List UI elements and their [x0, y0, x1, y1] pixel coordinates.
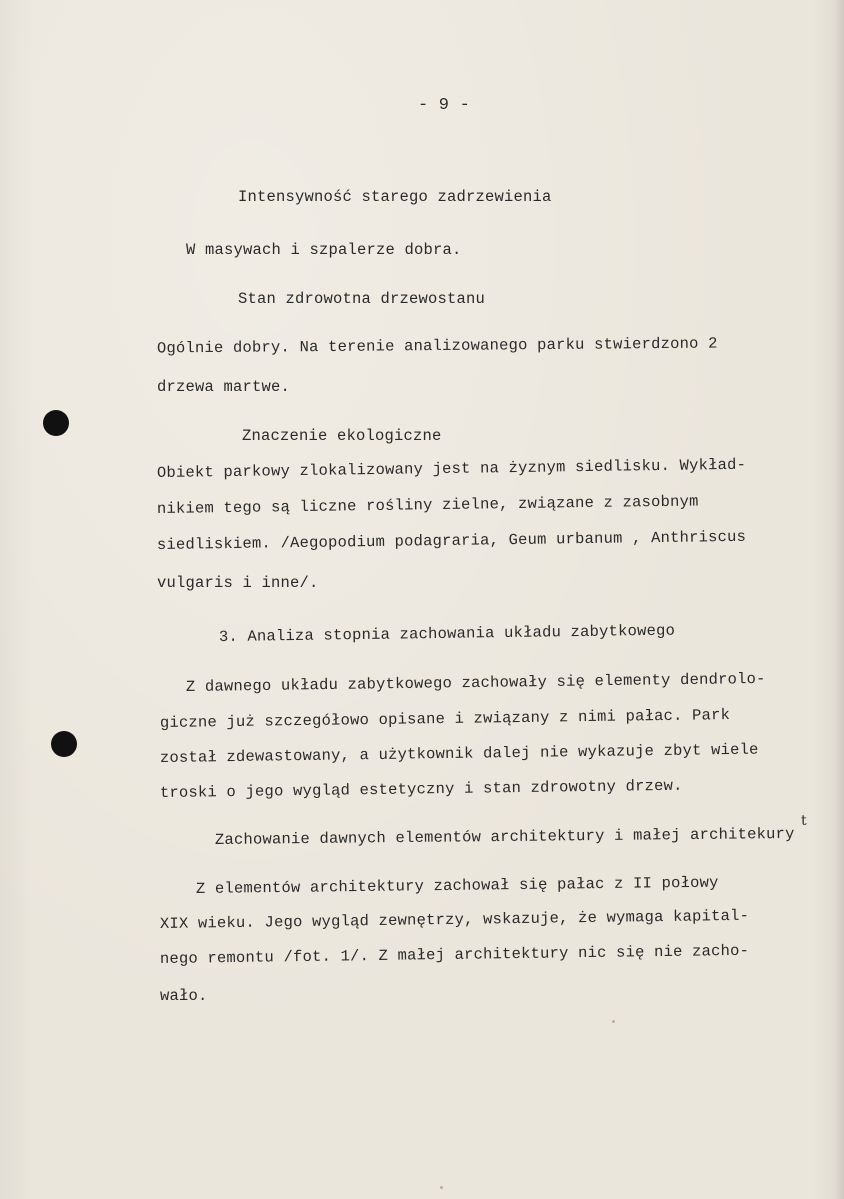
text-line: drzewa martwe. [157, 378, 291, 396]
text-line: giczne już szczegółowo opisane i związany z nimi pałac. Park [159, 706, 731, 732]
text-line: XIX wieku. Jego wygląd zewnętrzy, wskazuje, że wymaga kapital- [159, 906, 750, 933]
text-line: Z dawnego układu zabytkowego zachowały się elementy dendrolo- [185, 669, 766, 696]
text-line: wało. [160, 987, 208, 1005]
text-line: Obiekt parkowy zlokalizowany jest na żyznym siedlisku. Wykład- [156, 455, 747, 482]
text-line: nikiem tego są liczne rośliny zielne, związane z zasobnym [156, 492, 699, 518]
page-edge-shadow [834, 0, 844, 1199]
paper-speck [440, 1186, 443, 1189]
text-line: W masywach i szpalerze dobra. [186, 241, 462, 259]
text-line: troski o jego wygląd estetyczny i stan zdrowotny drzew. [159, 776, 683, 802]
heading-znaczenie-ekologiczne: Znaczenie ekologiczne [242, 427, 442, 445]
punch-hole-top [43, 410, 69, 436]
heading-analiza-stopnia: 3. Analiza stopnia zachowania układu zabytkowego [218, 621, 676, 646]
text-line: Ogólnie dobry. Na terenie analizowanego parku stwierdzono 2 [156, 334, 718, 358]
heading-stan-zdrowotny: Stan zdrowotna drzewostanu [238, 290, 486, 308]
text-line: Z elementów architektury zachował się pałac z II połowy [195, 873, 719, 898]
page-number: - 9 - [418, 96, 471, 115]
text-line: nego remontu /fot. 1/. Z małej architektury nic się nie zacho- [159, 941, 750, 968]
paper-speck [612, 1020, 615, 1023]
heading-intensywnosc: Intensywność starego zadrzewienia [238, 188, 552, 206]
heading-zachowanie-dawnych: Zachowanie dawnych elementów architektury i małej architekury [214, 824, 795, 849]
text-line: został zdewastowany, a użytkownik dalej nie wykazuje zbyt wiele [159, 740, 759, 767]
text-line: siedliskiem. /Aegopodium podagraria, Geum urbanum , Anthriscus [156, 527, 747, 554]
handwritten-correction: t [801, 813, 807, 829]
text-line: vulgaris i inne/. [157, 574, 319, 592]
punch-hole-bottom [51, 731, 77, 757]
